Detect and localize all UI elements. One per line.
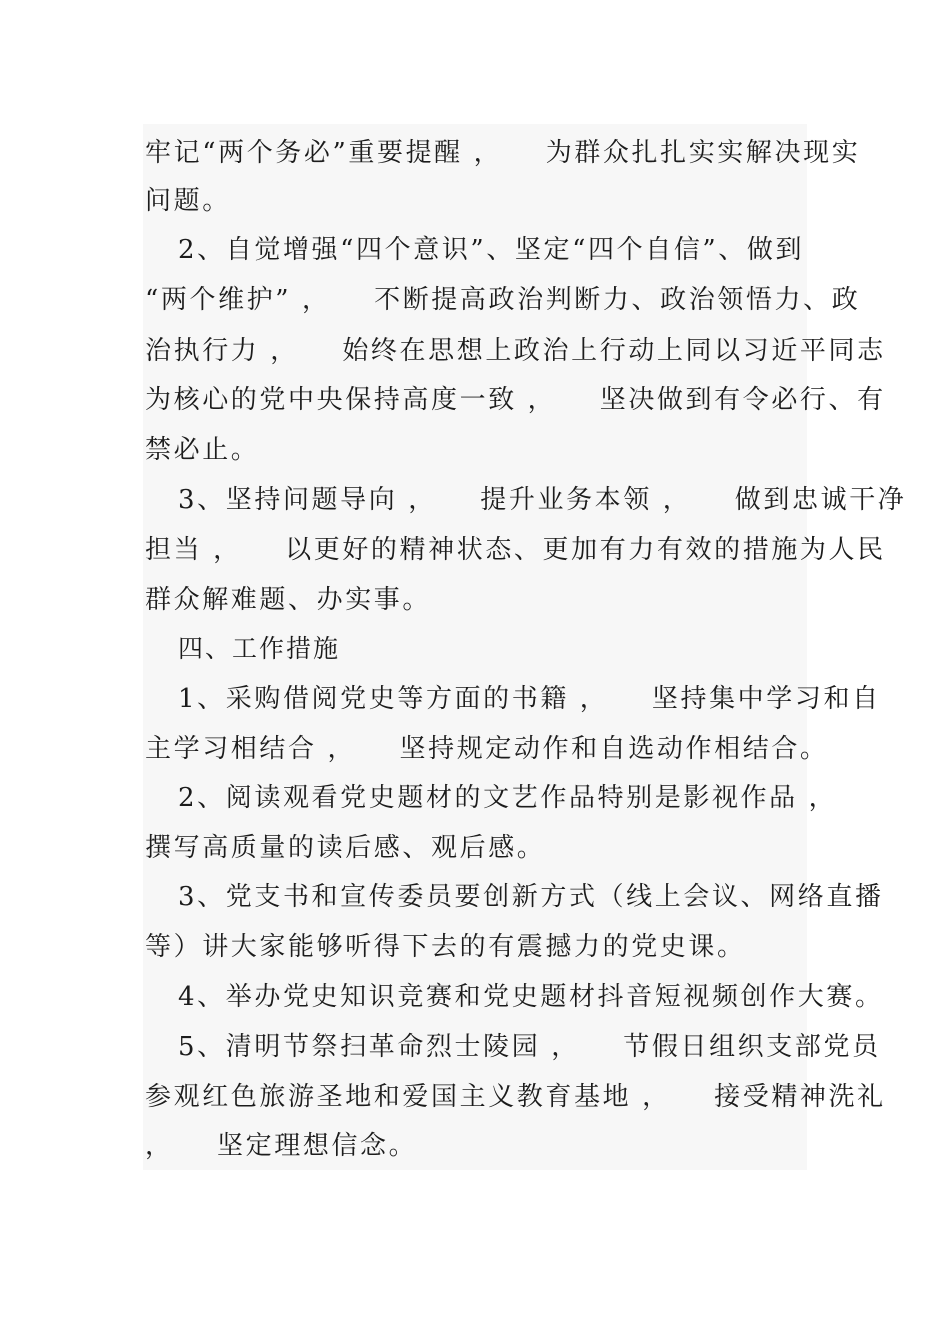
text-line-4: “两个维护” ， 不断提高政治判断力、政治领悟力、政: [145, 285, 861, 315]
section-heading-work-measures: 四、工作措施: [178, 634, 341, 663]
text-line-18: 4、举办党史知识竞赛和党史题材抖音短视频创作大赛。: [178, 982, 884, 1012]
text-line-1: 牢记“两个务必”重要提醒 ， 为群众扎扎实实解决现实: [145, 138, 861, 168]
text-line-2: 问题。: [145, 186, 231, 216]
text-line-17: 等）讲大家能够听得下去的有震撼力的党史课。: [145, 932, 746, 962]
text-line-7: 禁必止。: [145, 435, 260, 465]
text-line-6: 为核心的党中央保持高度一致 ， 坚决做到有令必行、有: [145, 385, 886, 415]
text-line-19: 5、清明节祭扫革命烈士陵园 ， 节假日组织支部党员: [178, 1032, 881, 1062]
text-line-20: 参观红色旅游圣地和爱国主义教育基地 ， 接受精神洗礼: [145, 1082, 886, 1112]
text-line-21: ， 坚定理想信念。: [145, 1131, 418, 1161]
text-line-5: 治执行力 ， 始终在思想上政治上行动上同以习近平同志: [145, 336, 886, 366]
text-line-9: 担当 ， 以更好的精神状态、更加有力有效的措施为人民: [145, 535, 886, 565]
text-line-16: 3、党支书和宣传委员要创新方式（线上会议、网络直播: [178, 882, 884, 912]
text-line-3: 2、自觉增强“四个意识”、坚定“四个自信”、做到: [178, 235, 805, 265]
text-line-10: 群众解难题、办实事。: [145, 585, 432, 615]
text-line-8: 3、坚持问题导向 ， 提升业务本领 ， 做到忠诚干净: [178, 485, 907, 515]
text-line-14: 2、阅读观看党史题材的文艺作品特别是影视作品 ，: [178, 783, 838, 813]
text-line-15: 撰写高质量的读后感、观后感。: [145, 833, 546, 863]
text-line-13: 主学习相结合 ， 坚持规定动作和自选动作相结合。: [145, 734, 829, 764]
text-line-12: 1、采购借阅党史等方面的书籍 ， 坚持集中学习和自: [178, 684, 881, 714]
